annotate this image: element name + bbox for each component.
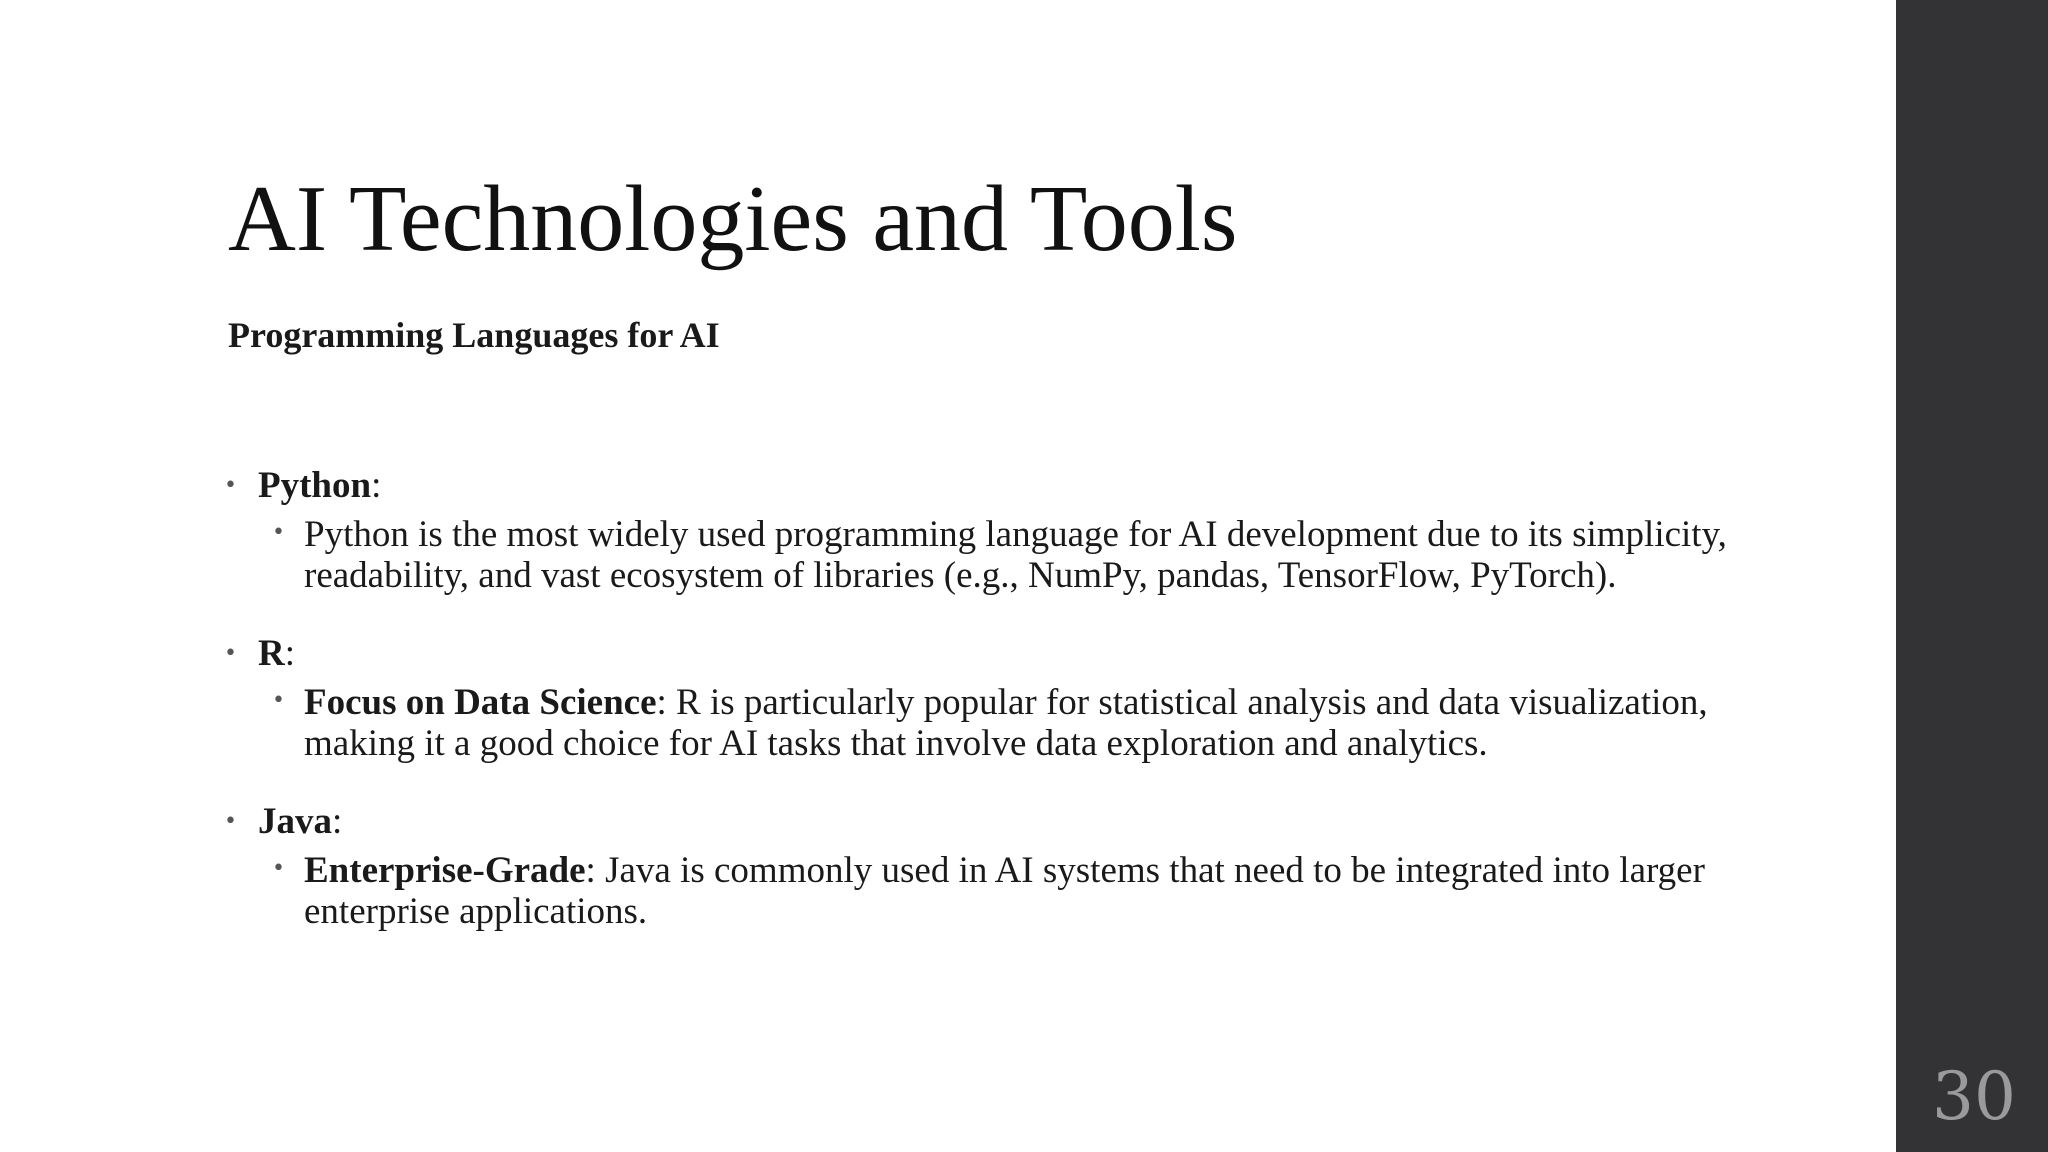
- bullet-level-2: [216, 682, 1776, 764]
- bullet-level-2: [216, 850, 1776, 932]
- bullet-icon: •: [272, 520, 285, 545]
- slide-title: AI Technologies and Tools: [228, 167, 1238, 271]
- sub-item-bold: Focus on Data Science: [304, 682, 657, 723]
- item-label: R: [258, 633, 285, 674]
- bullet-icon: •: [224, 473, 237, 498]
- sub-item-bold: Enterprise-Grade: [304, 850, 586, 891]
- bullet-icon: •: [272, 856, 285, 881]
- bullet-level-1: [216, 462, 1776, 510]
- item-label: Java: [258, 801, 332, 842]
- bullet-level-1: [216, 630, 1776, 678]
- list-item-python: [216, 462, 1776, 596]
- sub-item-text: Python is the most widely used programming language for AI development due to its simplicity, readability, and vast ecosystem of libraries (e.g., NumPy, pandas, TensorFlow, PyTorch).: [304, 514, 1727, 596]
- bullet-list: [216, 462, 1776, 966]
- slide-subtitle: Programming Languages for AI: [228, 315, 720, 355]
- side-bar: [1896, 0, 2048, 1152]
- list-item-r: [216, 630, 1776, 764]
- slide-number: 30: [1932, 1058, 2016, 1135]
- bullet-icon: •: [272, 688, 285, 713]
- bullet-level-2: [216, 514, 1776, 596]
- sub-item-text: : R is particularly popular for statistical analysis and data visualization, making it a good choice for AI tasks that involve data exploration and analytics.: [304, 682, 1708, 764]
- item-label-suffix: :: [284, 633, 296, 674]
- item-label-suffix: :: [371, 465, 382, 506]
- bullet-icon: •: [224, 809, 237, 834]
- item-label: Python: [258, 465, 372, 506]
- bullet-level-1: [216, 798, 1776, 846]
- sub-item-text: : Java is commonly used in AI systems that need to be integrated into larger enterprise applications.: [304, 850, 1705, 932]
- item-label-suffix: :: [332, 801, 343, 842]
- bullet-icon: •: [224, 641, 237, 666]
- list-item-java: [216, 798, 1776, 932]
